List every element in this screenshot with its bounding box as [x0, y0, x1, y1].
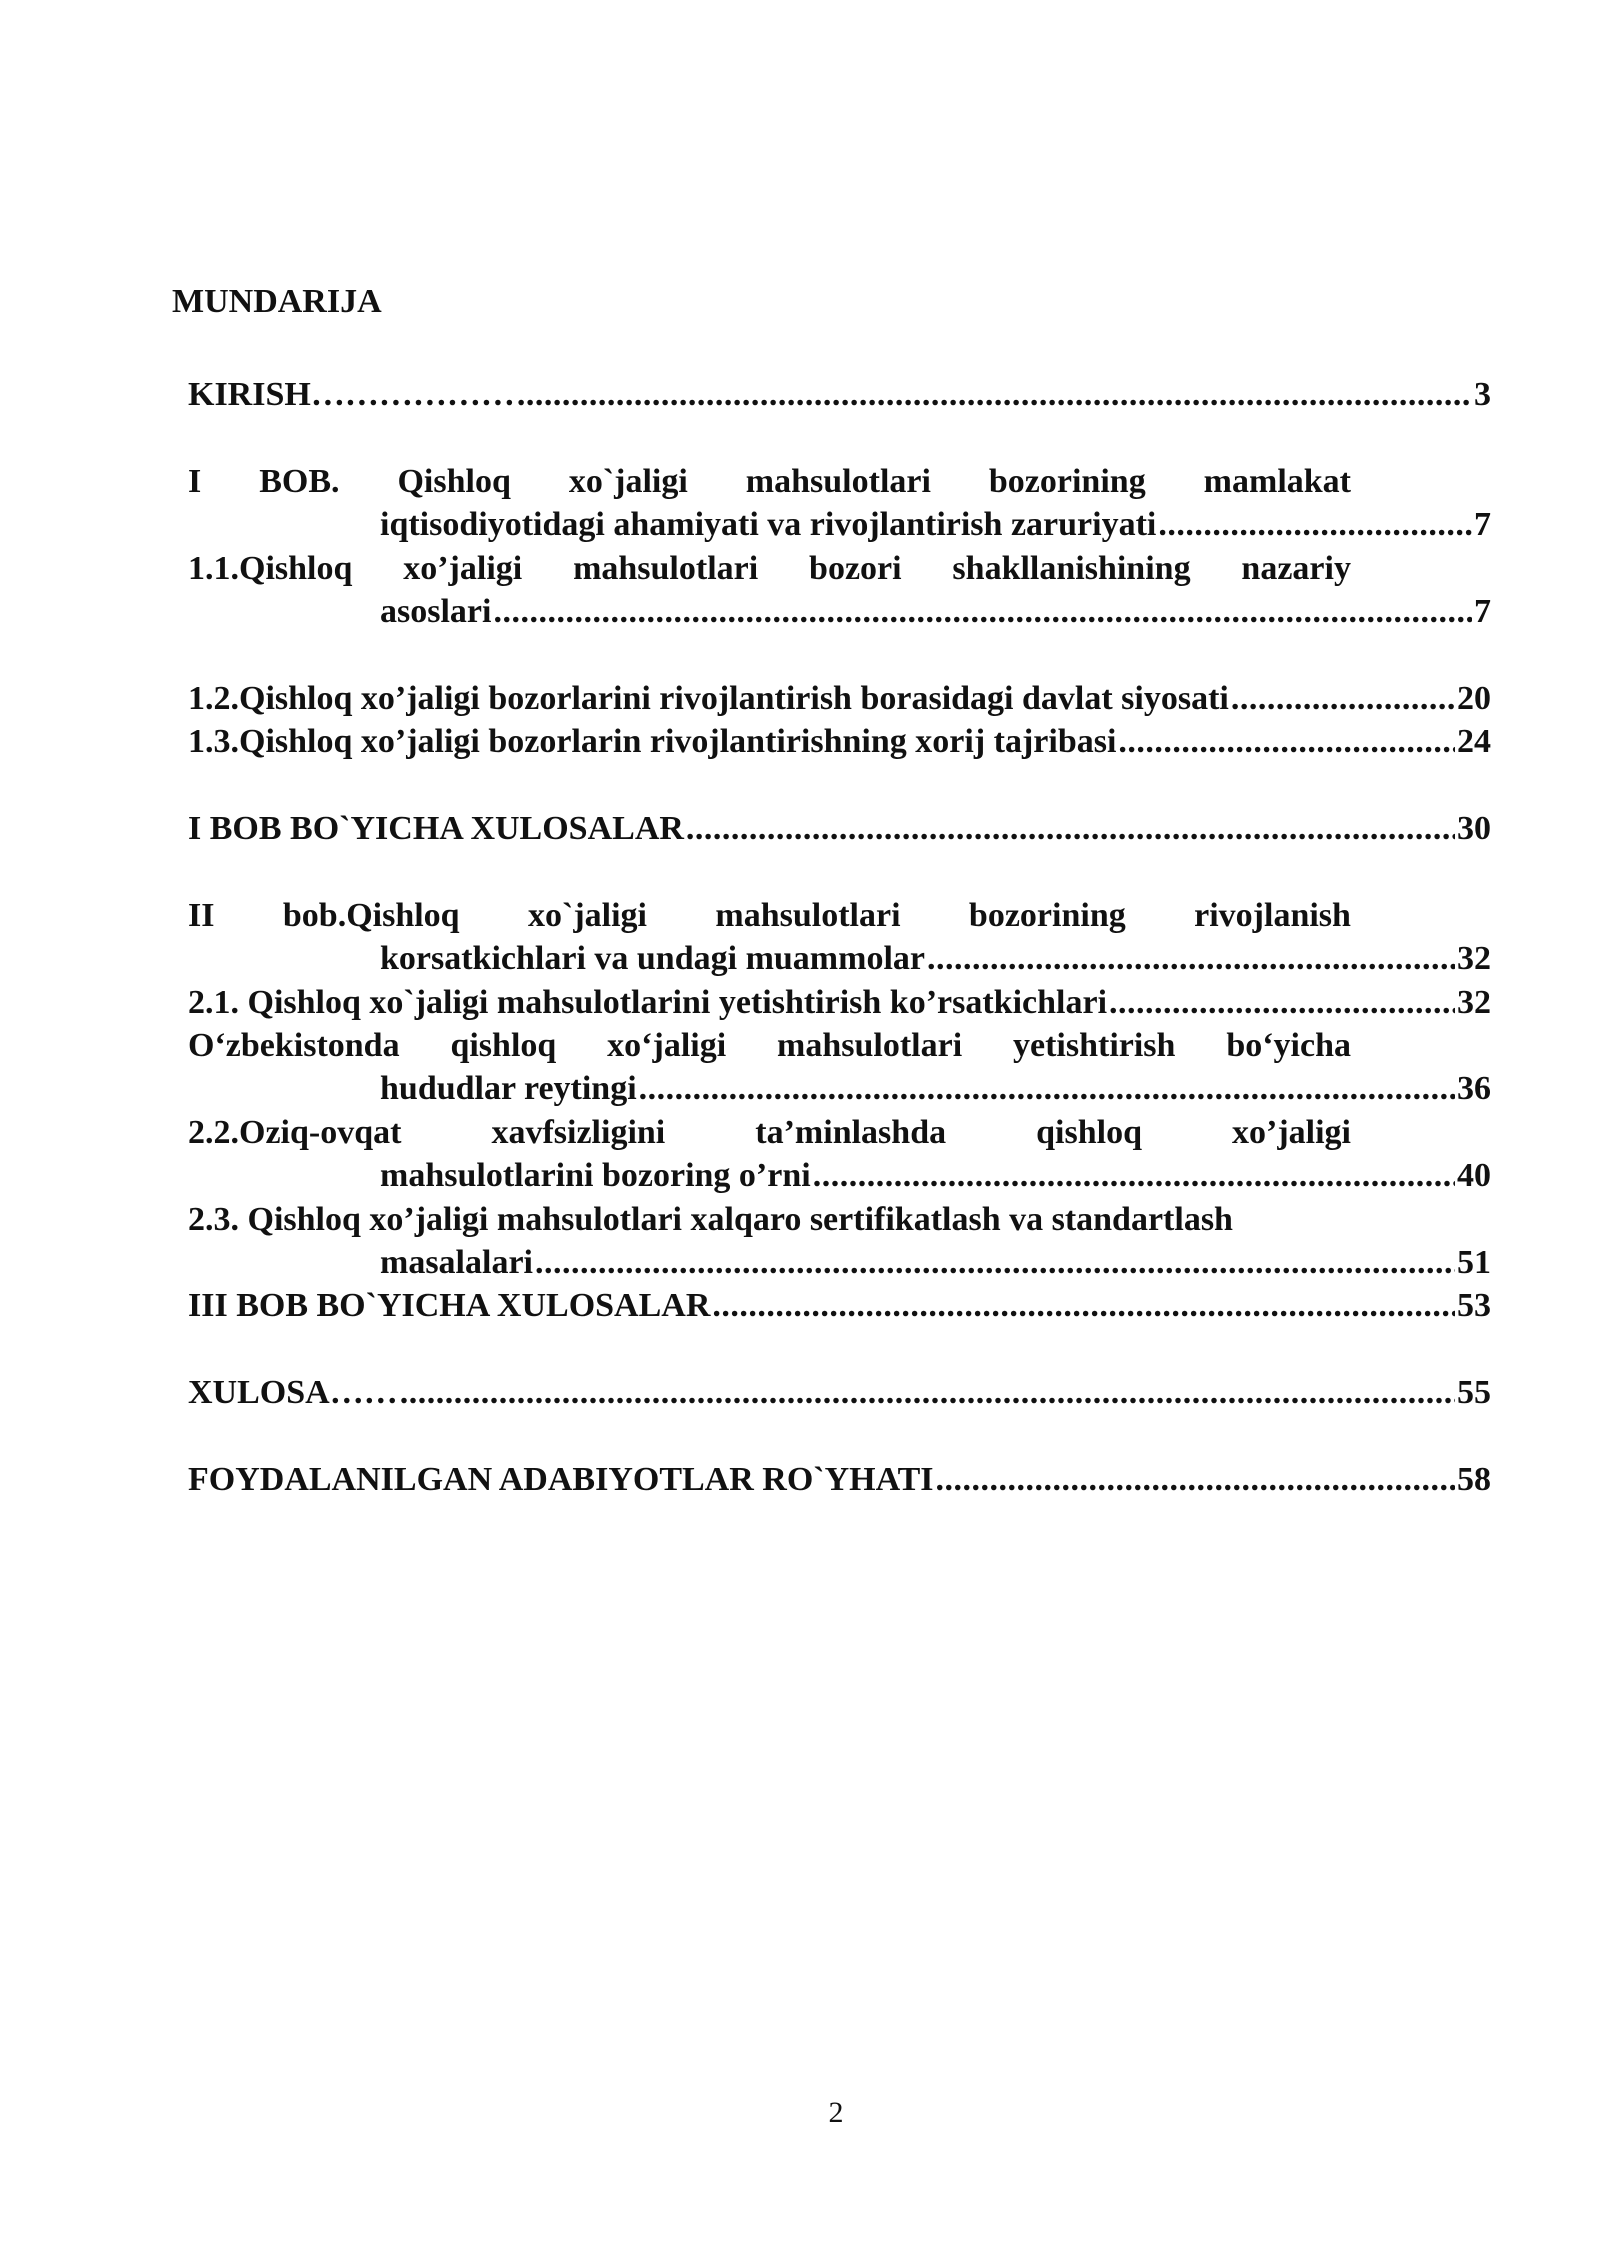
toc-word: O‘zbekistonda [188, 1027, 400, 1065]
dot-leader [535, 1241, 1455, 1284]
toc-entry-line [188, 1024, 1351, 1067]
dot-leader [493, 590, 1472, 633]
dot-leader [712, 1284, 1455, 1327]
toc-entry-references[interactable] [188, 1458, 1491, 1501]
dot-leader [1109, 981, 1455, 1024]
toc-entry-line [188, 1154, 1491, 1197]
toc-entry-section-2-3[interactable] [188, 1198, 1491, 1285]
dot-leader [1158, 503, 1472, 546]
toc-word: Qishloq [397, 462, 511, 500]
toc-entry-chapter-1-conclusions[interactable] [188, 807, 1491, 850]
toc-entry-line [188, 894, 1351, 937]
toc-page-number: 32 [1457, 940, 1491, 978]
toc-entry-text: 1.2.Qishloq xo’jaligi bozorlarini rivojlantirish borasidagi davlat siyosati [188, 679, 1229, 717]
toc-page-number: 3 [1474, 376, 1491, 413]
toc-word: yetishtirish [1013, 1027, 1176, 1065]
toc-entry-line [188, 1111, 1351, 1154]
toc-entry-kirish[interactable] [188, 373, 1491, 416]
dot-leader [936, 1458, 1455, 1501]
toc-page-number: 32 [1457, 983, 1491, 1021]
toc-word: bob.Qishloq [282, 896, 460, 934]
toc-entry-line [188, 547, 1351, 590]
toc-word: mamlakat [1203, 462, 1351, 500]
toc-word: xavfsizligini [491, 1113, 666, 1151]
toc-entry-line [188, 1241, 1491, 1284]
page-number: 2 [828, 2096, 844, 2129]
toc-word: xo’jaligi [1232, 1113, 1351, 1151]
toc-page-number: 36 [1457, 1070, 1491, 1108]
toc-page-number: 24 [1457, 723, 1491, 761]
toc-entry-line [188, 503, 1491, 546]
toc-page-number: 7 [1474, 593, 1491, 631]
toc-page-number: 30 [1457, 810, 1491, 848]
toc-word: 1.1.Qishloq [188, 549, 353, 587]
toc-word: mahsulotlari [715, 896, 901, 934]
toc-entry-section-1-2[interactable] [188, 677, 1491, 720]
toc-word: xo`jaligi [528, 896, 647, 934]
toc-entry-line [188, 460, 1351, 503]
dot-leader [1231, 677, 1455, 720]
toc-entry-text: masalalari [380, 1244, 533, 1282]
dot-leader [927, 937, 1455, 980]
toc-word: bo‘yicha [1226, 1027, 1351, 1065]
toc-entry-text: KIRISH……………… [188, 376, 515, 413]
toc-entry-text: XULOSA…… [188, 1374, 398, 1412]
toc-entry-text: I BOB BO`YICHA XULOSALAR [188, 810, 684, 848]
toc-word: ta’minlashda [755, 1113, 947, 1151]
toc-entry-chapter-1[interactable] [188, 460, 1491, 547]
toc-word: mahsulotlari [777, 1027, 963, 1065]
toc-page-number: 55 [1457, 1374, 1491, 1412]
toc-entry-text: hududlar reytingi [380, 1070, 637, 1108]
dot-leader [686, 807, 1455, 850]
toc-word: bozori [809, 549, 902, 587]
toc-entry-text: FOYDALANILGAN ADABIYOTLAR RO`YHATI [188, 1461, 934, 1499]
toc-word: qishloq [1036, 1113, 1142, 1151]
toc-entry-text: korsatkichlari va undagi muammolar [380, 940, 925, 978]
toc-word: bozorining [968, 896, 1126, 934]
dot-leader [400, 1371, 1455, 1414]
toc-word: BOB. [259, 462, 340, 500]
toc-word: qishloq [450, 1027, 557, 1065]
toc-entry-section-2-2[interactable] [188, 1111, 1491, 1198]
toc-entry-text: 2.1. Qishloq xo`jaligi mahsulotlarini yetishtirish ko’rsatkichlari [188, 983, 1108, 1021]
toc-entry-text: asoslari [380, 593, 492, 631]
toc-page-number: 20 [1457, 679, 1491, 717]
toc-entry-text: iqtisodiyotidagi ahamiyati va rivojlantirish zaruriyati [380, 506, 1157, 544]
toc-entry-chapter-2[interactable] [188, 894, 1491, 981]
dot-leader [813, 1154, 1455, 1197]
toc-page-number: 51 [1457, 1244, 1491, 1282]
toc-entry-text: III BOB BO`YICHA XULOSALAR [188, 1287, 711, 1325]
toc-page-number: 7 [1474, 506, 1491, 544]
toc-word: shakllanishining [952, 549, 1191, 587]
toc-entry-text: 2.3. Qishloq xo’jaligi mahsulotlari xalqaro sertifikatlash va standartlash [188, 1200, 1233, 1238]
toc-word: xo`jaligi [568, 462, 688, 500]
table-of-contents [188, 373, 1491, 1501]
toc-page-number: 58 [1457, 1461, 1491, 1499]
toc-word: xo‘jaligi [607, 1027, 727, 1065]
toc-word: rivojlanish [1194, 896, 1351, 934]
toc-word: mahsulotlari [745, 462, 931, 500]
toc-word: I [188, 462, 202, 500]
toc-entry-text: 1.3.Qishloq xo’jaligi bozorlarin rivojlantirishning xorij tajribasi [188, 723, 1117, 761]
toc-entry-section-1-1[interactable] [188, 547, 1491, 634]
toc-word: nazariy [1241, 549, 1351, 587]
toc-entry-regional-rating[interactable] [188, 1024, 1491, 1111]
toc-entry-conclusion[interactable] [188, 1371, 1491, 1414]
toc-entry-text: mahsulotlarini bozoring o’rni [380, 1157, 811, 1195]
toc-page-number: 53 [1457, 1287, 1491, 1325]
toc-word: xo’jaligi [403, 549, 523, 587]
toc-word: bozorining [988, 462, 1146, 500]
toc-entry-line [188, 937, 1491, 980]
toc-page-number: 40 [1457, 1157, 1491, 1195]
toc-word: II [188, 896, 215, 934]
toc-word: 2.2.Oziq-ovqat [188, 1113, 402, 1151]
page-title: MUNDARIJA [172, 283, 382, 320]
toc-entry-line [188, 1198, 1351, 1241]
dot-leader [517, 373, 1472, 416]
toc-entry-section-2-1[interactable] [188, 981, 1491, 1024]
dot-leader [1118, 720, 1455, 763]
dot-leader [639, 1067, 1455, 1110]
toc-entry-chapter-3-conclusions[interactable] [188, 1284, 1491, 1327]
toc-entry-line [188, 590, 1491, 633]
toc-word: mahsulotlari [573, 549, 759, 587]
toc-entry-line [188, 1067, 1491, 1110]
toc-entry-section-1-3[interactable] [188, 720, 1491, 763]
